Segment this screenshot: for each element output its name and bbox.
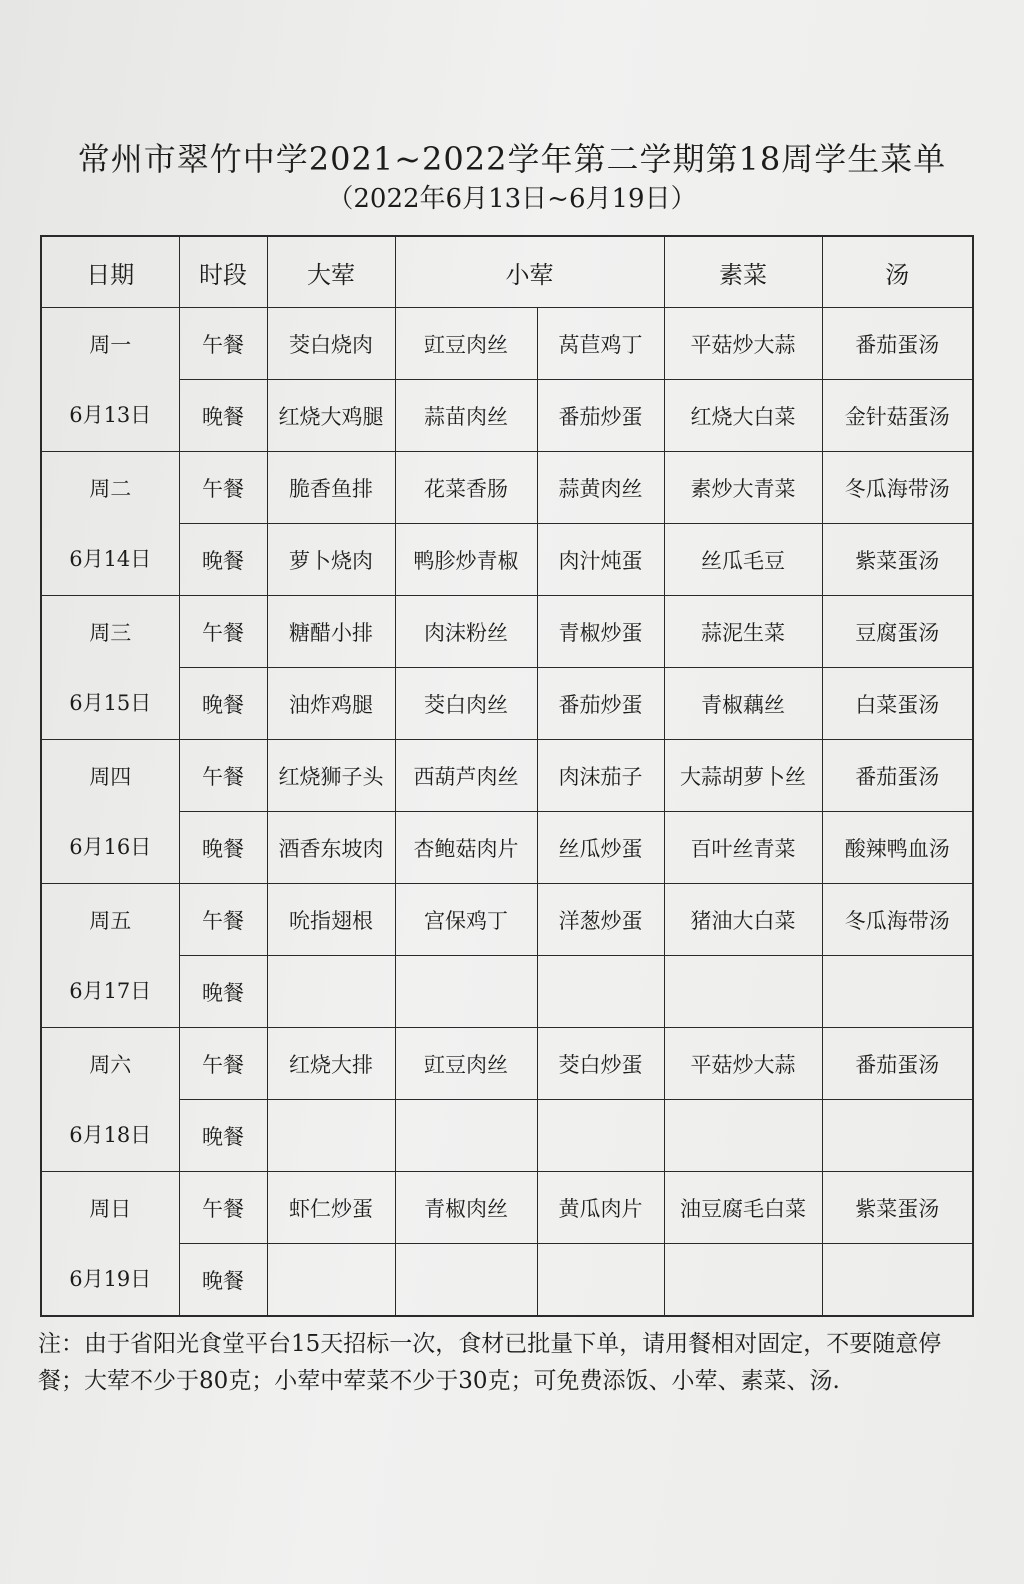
dish-soup: 冬瓜海带汤: [822, 452, 973, 524]
dish-soup: 豆腐蛋汤: [822, 596, 973, 668]
dish-big-meat: 萝卜烧肉: [267, 524, 395, 596]
dish-small-meat-2: 蒜黄肉丝: [537, 452, 664, 524]
dish-vegetable: 青椒藕丝: [664, 668, 822, 740]
dish-soup: [822, 1244, 973, 1317]
dish-soup: 番茄蛋汤: [822, 1028, 973, 1100]
day-cell: [41, 884, 179, 1028]
date-label: 6月16日: [69, 834, 152, 859]
meal-period: 午餐: [179, 308, 267, 380]
date-label: 6月13日: [69, 402, 152, 427]
header-row: [41, 236, 973, 308]
dish-small-meat-2: 洋葱炒蛋: [537, 884, 664, 956]
table-row: [41, 308, 973, 380]
menu-body: [41, 308, 973, 1317]
dish-vegetable: 猪油大白菜: [664, 884, 822, 956]
table-row: [41, 524, 973, 596]
dish-big-meat: [267, 1244, 395, 1317]
table-row: [41, 596, 973, 668]
weekday-label: 周三: [89, 620, 132, 645]
header-soup: 汤: [822, 236, 973, 308]
dish-small-meat-1: [395, 1244, 537, 1317]
dish-small-meat-2: [537, 956, 664, 1028]
dish-big-meat: 酒香东坡肉: [267, 812, 395, 884]
meal-period: 晚餐: [179, 668, 267, 740]
dish-small-meat-2: 茭白炒蛋: [537, 1028, 664, 1100]
dish-small-meat-1: 肉沫粉丝: [395, 596, 537, 668]
dish-small-meat-2: 丝瓜炒蛋: [537, 812, 664, 884]
dish-big-meat: [267, 1100, 395, 1172]
header-date: 日期: [41, 236, 179, 308]
dish-small-meat-2: 番茄炒蛋: [537, 668, 664, 740]
meal-period: 午餐: [179, 1028, 267, 1100]
day-cell: [41, 308, 179, 452]
dish-vegetable: 红烧大白菜: [664, 380, 822, 452]
day-cell: [41, 740, 179, 884]
meal-period: 晚餐: [179, 1100, 267, 1172]
table-row: [41, 380, 973, 452]
dish-small-meat-1: 豇豆肉丝: [395, 1028, 537, 1100]
header-vegetable: 素菜: [664, 236, 822, 308]
meal-period: 晚餐: [179, 524, 267, 596]
dish-vegetable: [664, 956, 822, 1028]
meal-period: 午餐: [179, 740, 267, 812]
weekday-label: 周四: [89, 764, 132, 789]
dish-vegetable: 丝瓜毛豆: [664, 524, 822, 596]
date-label: 6月14日: [69, 546, 152, 571]
dish-soup: [822, 1100, 973, 1172]
date-label: 6月18日: [69, 1122, 152, 1147]
dish-big-meat: 红烧大鸡腿: [267, 380, 395, 452]
table-row: [41, 884, 973, 956]
footnote: 注：由于省阳光食堂平台15天招标一次，食材已批量下单，请用餐相对固定，不要随意停餐；大荤不少于80克；小荤中荤菜不少于30克；可免费添饭、小荤、素菜、汤.: [38, 1331, 942, 1394]
weekday-label: 周二: [89, 476, 132, 501]
dish-small-meat-2: 番茄炒蛋: [537, 380, 664, 452]
dish-big-meat: [267, 956, 395, 1028]
dish-small-meat-1: 鸭胗炒青椒: [395, 524, 537, 596]
dish-soup: 金针菇蛋汤: [822, 380, 973, 452]
meal-period: 晚餐: [179, 956, 267, 1028]
dish-small-meat-1: 蒜苗肉丝: [395, 380, 537, 452]
dish-small-meat-2: 青椒炒蛋: [537, 596, 664, 668]
dish-big-meat: 茭白烧肉: [267, 308, 395, 380]
dish-soup: 番茄蛋汤: [822, 308, 973, 380]
table-row: [41, 1172, 973, 1244]
day-cell: [41, 1172, 179, 1317]
day-cell: [41, 1028, 179, 1172]
dish-small-meat-2: 黄瓜肉片: [537, 1172, 664, 1244]
dish-big-meat: 脆香鱼排: [267, 452, 395, 524]
table-row: [41, 956, 973, 1028]
dish-small-meat-2: 肉沫茄子: [537, 740, 664, 812]
header-big-meat: 大荤: [267, 236, 395, 308]
dish-vegetable: 百叶丝青菜: [664, 812, 822, 884]
dish-vegetable: 平菇炒大蒜: [664, 308, 822, 380]
dish-big-meat: 虾仁炒蛋: [267, 1172, 395, 1244]
menu-table: [40, 235, 974, 1317]
dish-soup: 番茄蛋汤: [822, 740, 973, 812]
dish-small-meat-2: 莴苣鸡丁: [537, 308, 664, 380]
dish-big-meat: 吮指翅根: [267, 884, 395, 956]
dish-small-meat-1: 花菜香肠: [395, 452, 537, 524]
dish-small-meat-1: [395, 956, 537, 1028]
dish-big-meat: 红烧狮子头: [267, 740, 395, 812]
dish-small-meat-1: [395, 1100, 537, 1172]
meal-period: 晚餐: [179, 1244, 267, 1317]
meal-period: 午餐: [179, 884, 267, 956]
weekday-label: 周一: [89, 332, 132, 357]
dish-small-meat-1: 青椒肉丝: [395, 1172, 537, 1244]
table-row: [41, 668, 973, 740]
dish-soup: [822, 956, 973, 1028]
day-cell: [41, 452, 179, 596]
table-row: [41, 740, 973, 812]
page-subtitle: （2022年6月13日~6月19日）: [327, 184, 697, 214]
table-row: [41, 1100, 973, 1172]
dish-small-meat-1: 宫保鸡丁: [395, 884, 537, 956]
dish-soup: 酸辣鸭血汤: [822, 812, 973, 884]
meal-period: 午餐: [179, 1172, 267, 1244]
dish-small-meat-1: 茭白肉丝: [395, 668, 537, 740]
meal-period: 午餐: [179, 452, 267, 524]
dish-vegetable: 素炒大青菜: [664, 452, 822, 524]
meal-period: 晚餐: [179, 812, 267, 884]
dish-soup: 冬瓜海带汤: [822, 884, 973, 956]
meal-period: 午餐: [179, 596, 267, 668]
weekday-label: 周五: [89, 908, 132, 933]
dish-big-meat: 红烧大排: [267, 1028, 395, 1100]
dish-vegetable: 油豆腐毛白菜: [664, 1172, 822, 1244]
dish-small-meat-2: [537, 1244, 664, 1317]
date-label: 6月17日: [69, 978, 152, 1003]
dish-small-meat-1: 西葫芦肉丝: [395, 740, 537, 812]
dish-small-meat-1: 杏鲍菇肉片: [395, 812, 537, 884]
dish-soup: 白菜蛋汤: [822, 668, 973, 740]
table-row: [41, 1028, 973, 1100]
weekday-label: 周六: [89, 1052, 132, 1077]
weekday-label: 周日: [89, 1196, 132, 1221]
date-label: 6月15日: [69, 690, 152, 715]
day-cell: [41, 596, 179, 740]
table-row: [41, 812, 973, 884]
dish-big-meat: 糖醋小排: [267, 596, 395, 668]
dish-small-meat-2: [537, 1100, 664, 1172]
dish-small-meat-1: 豇豆肉丝: [395, 308, 537, 380]
dish-vegetable: 平菇炒大蒜: [664, 1028, 822, 1100]
dish-soup: 紫菜蛋汤: [822, 524, 973, 596]
dish-vegetable: 蒜泥生菜: [664, 596, 822, 668]
header-period: 时段: [179, 236, 267, 308]
date-label: 6月19日: [69, 1266, 152, 1291]
dish-small-meat-2: 肉汁炖蛋: [537, 524, 664, 596]
meal-period: 晚餐: [179, 380, 267, 452]
dish-soup: 紫菜蛋汤: [822, 1172, 973, 1244]
dish-vegetable: [664, 1100, 822, 1172]
dish-vegetable: [664, 1244, 822, 1317]
dish-vegetable: 大蒜胡萝卜丝: [664, 740, 822, 812]
dish-big-meat: 油炸鸡腿: [267, 668, 395, 740]
table-row: [41, 1244, 973, 1317]
header-small-meat: 小荤: [395, 236, 664, 308]
table-row: [41, 452, 973, 524]
page-title: 常州市翠竹中学2021~2022学年第二学期第18周学生菜单: [77, 140, 947, 178]
